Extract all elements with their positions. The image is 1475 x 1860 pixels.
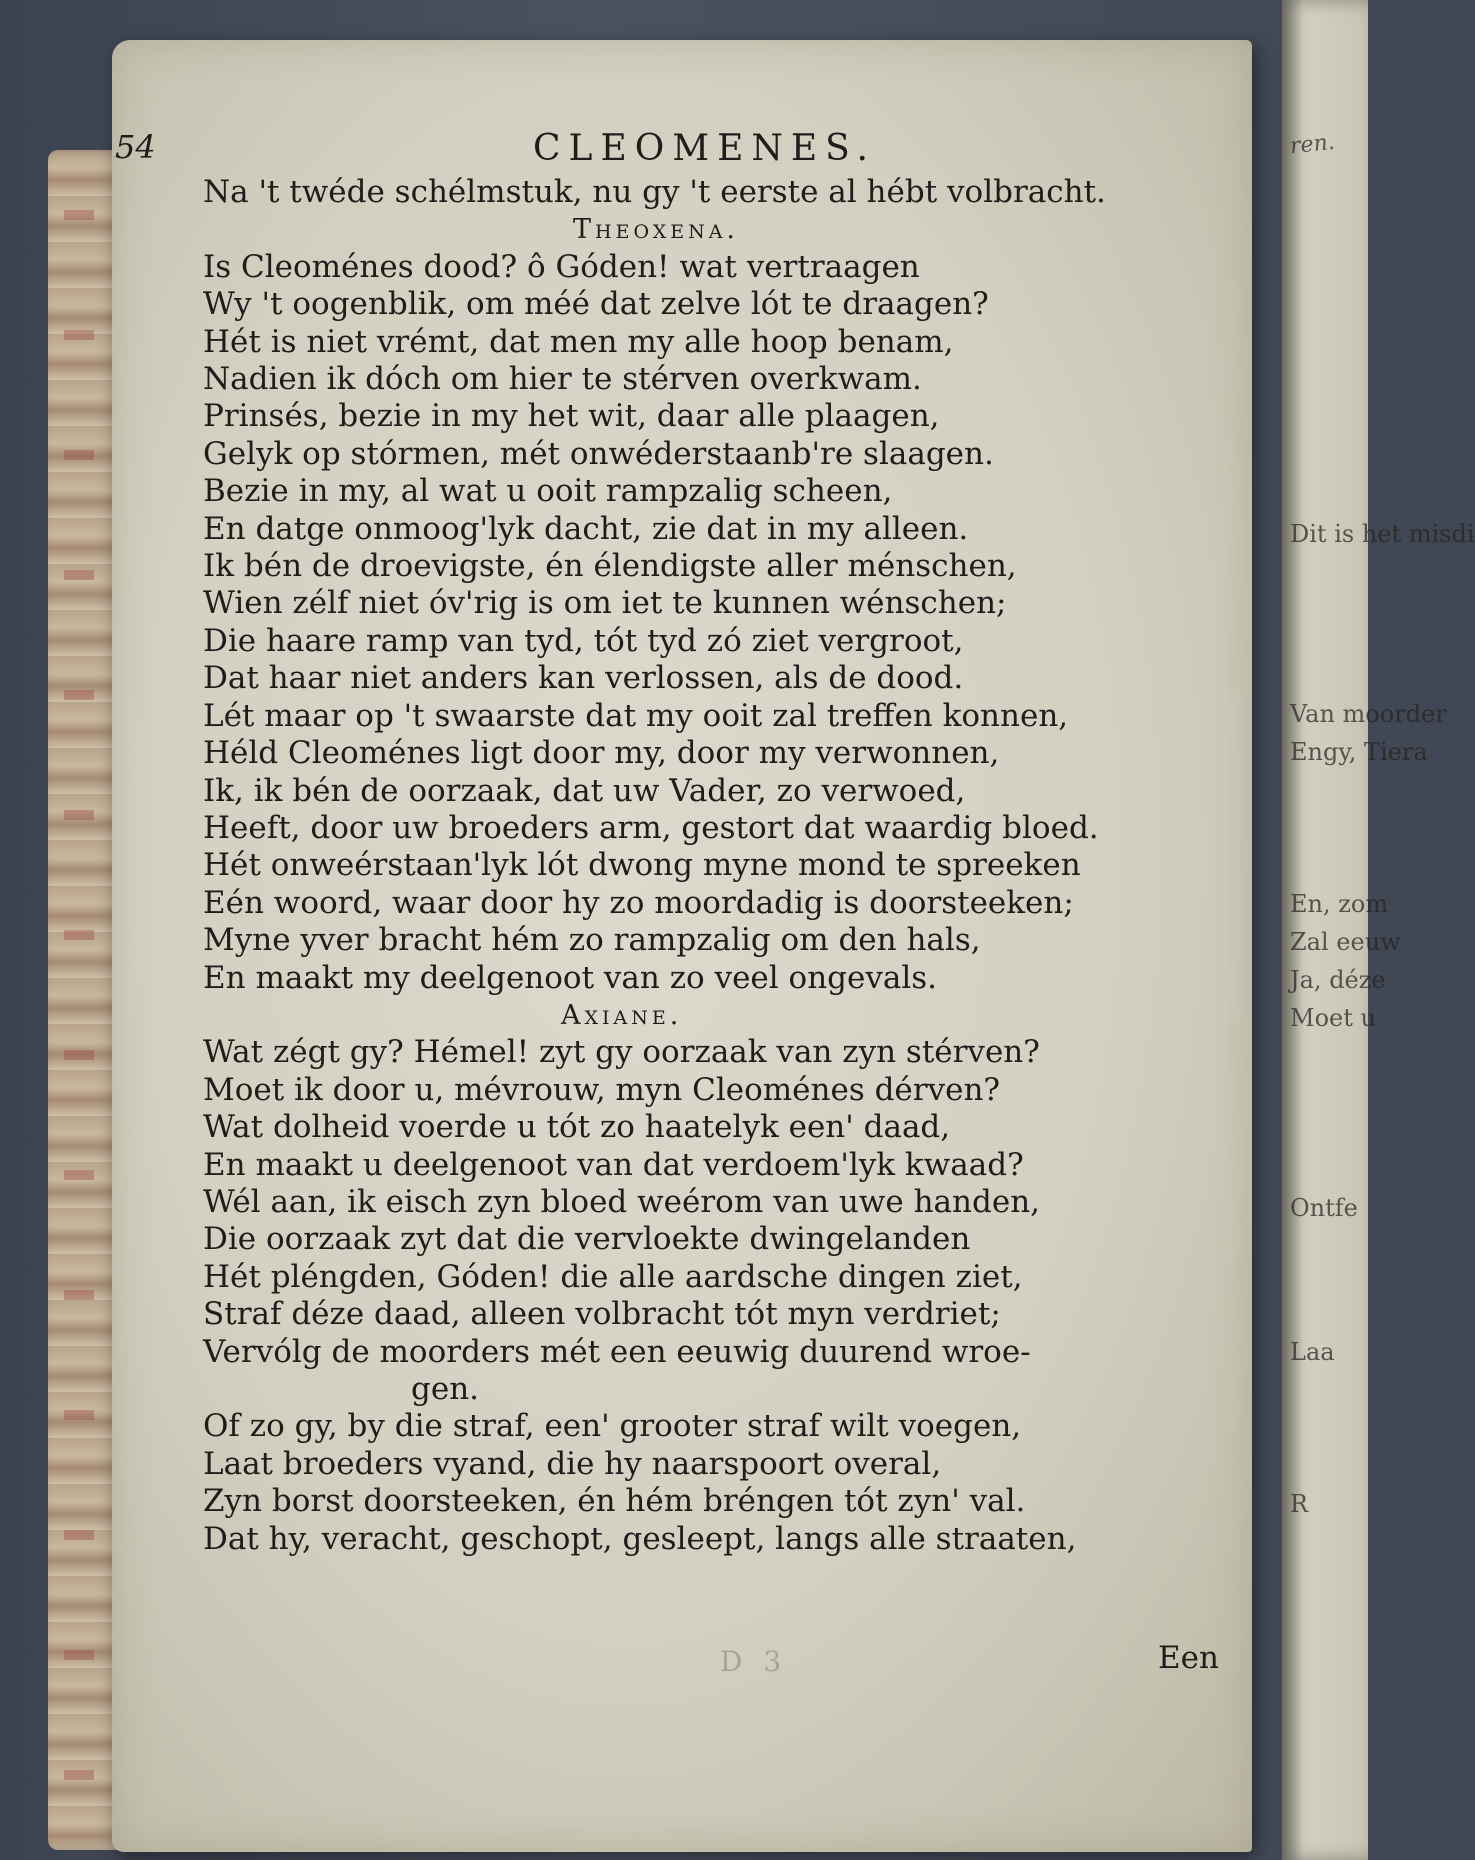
- theoxena-speech: [203, 249, 1243, 997]
- facing-fragment: Van moorder: [1290, 700, 1447, 728]
- facing-fragment: ren.: [1288, 129, 1336, 160]
- facing-fragment: Ontfe: [1290, 1194, 1358, 1222]
- verse-line: En datge onmoog'lyk dacht, zie dat in my alleen.: [203, 510, 969, 547]
- verse-line: Hét pléngden, Góden! die alle aardsche dingen ziet,: [203, 1258, 1023, 1295]
- facing-fragment: Dit is het misdi: [1290, 520, 1475, 548]
- verse-line: Dat hy, veracht, geschopt, gesleept, langs alle straaten,: [203, 1520, 1077, 1557]
- verse-line: Lét maar op 't swaarste dat my ooit zal treffen konnen,: [203, 697, 1069, 734]
- axiane-speech-continued: [203, 1408, 1243, 1558]
- verse-line: Wien zélf niet óv'rig is om iet te kunnen wénschen;: [203, 585, 1007, 622]
- speaker-heading: Axiane.: [561, 999, 683, 1031]
- verse-line: Moet ik door u, mévrouw, myn Cleoménes dérven?: [203, 1071, 1001, 1108]
- page-number: 54: [115, 128, 156, 166]
- verse-line: Die oorzaak zyt dat die vervloekte dwingelanden: [203, 1221, 971, 1258]
- verse-line: Heeft, door uw broeders arm, gestort dat waardig bloed.: [203, 809, 1099, 846]
- verse-line: Myne yver bracht hém zo rampzalig om den hals,: [203, 922, 981, 959]
- speaker-heading: Theoxena.: [573, 214, 740, 246]
- verse-line: Ik, ik bén de oorzaak, dat uw Vader, zo verwoed,: [203, 772, 966, 809]
- verse-line: Zyn borst doorsteeken, én hém bréngen tót zyn' val.: [203, 1483, 1026, 1520]
- facing-fragment: Laa: [1290, 1338, 1335, 1366]
- running-head: [115, 128, 1243, 172]
- axiane-speech: [203, 1034, 1243, 1371]
- catchword: Een: [1158, 1640, 1219, 1676]
- verse-line: Laat broeders vyand, die hy naarspoort overal,: [203, 1445, 942, 1482]
- verse-line: Prinsés, bezie in my het wit, daar alle plaagen,: [203, 398, 940, 435]
- verse-line: Ik bén de droevigste, én élendigste aller ménschen,: [203, 548, 1017, 585]
- verse-line: Of zo gy, by die straf, een' grooter straf wilt voegen,: [203, 1408, 1022, 1445]
- verse-line: Hét is niet vrémt, dat men my alle hoop benam,: [203, 323, 954, 360]
- verse-line: En maakt u deelgenoot van dat verdoem'lyk kwaad?: [203, 1146, 1024, 1183]
- verse-line: Wat zégt gy? Hémel! zyt gy oorzaak van zyn stérven?: [203, 1034, 1040, 1071]
- verse-line: Wy 't oogenblik, om méé dat zelve lót te draagen?: [203, 286, 989, 323]
- verse-line: Wat dolheid voerde u tót zo haatelyk een' daad,: [203, 1109, 951, 1146]
- verse-line: Straf déze daad, alleen volbracht tót myn verdriet;: [203, 1296, 1001, 1333]
- verse-line: Vervólg de moorders mét een eeuwig duurend wroe-: [203, 1333, 1031, 1370]
- running-title: CLEOMENES.: [533, 128, 876, 169]
- facing-fragment: R: [1290, 1490, 1309, 1518]
- page-text: [115, 128, 1243, 1558]
- verse-runover: gen.: [411, 1371, 480, 1407]
- verse-line: Dat haar niet anders kan verlossen, als de dood.: [203, 660, 964, 697]
- facing-fragment: Ja, déze: [1290, 966, 1386, 994]
- verse-line: Héld Cleoménes ligt door my, door my verwonnen,: [203, 735, 1000, 772]
- verse-line: Nadien ik dóch om hier te stérven overkwam.: [203, 361, 922, 398]
- verse-line: Eén woord, waar door hy zo moordadig is doorsteeken;: [203, 884, 1074, 921]
- verse-line: Is Cleoménes dood? ô Góden! wat vertraagen: [203, 248, 920, 285]
- facing-fragment: Moet u: [1290, 1004, 1376, 1032]
- verse-line: Die haare ramp van tyd, tót tyd zó ziet vergroot,: [203, 622, 964, 659]
- facing-page-edge: [1282, 0, 1475, 1860]
- facing-fragment: Engy, Tiera: [1290, 738, 1428, 766]
- verse-line: Gelyk op stórmen, mét onwéderstaanb're slaagen.: [203, 435, 994, 472]
- verse-line: Wél aan, ik eisch zyn bloed weérom van uwe handen,: [203, 1183, 1041, 1220]
- verse-line: Na 't twéde schélmstuk, nu gy 't eerste al hébt volbracht.: [203, 174, 1106, 210]
- signature-mark: D 3: [720, 1645, 788, 1678]
- verse-line: Hét onweérstaan'lyk lót dwong myne mond te spreeken: [203, 847, 1081, 884]
- facing-fragment: En, zom: [1290, 890, 1389, 918]
- verse-line: Bezie in my, al wat u ooit rampzalig scheen,: [203, 473, 893, 510]
- verse-line: En maakt my deelgenoot van zo veel ongevals.: [203, 959, 938, 996]
- facing-fragment: Zal eeuw: [1290, 928, 1401, 956]
